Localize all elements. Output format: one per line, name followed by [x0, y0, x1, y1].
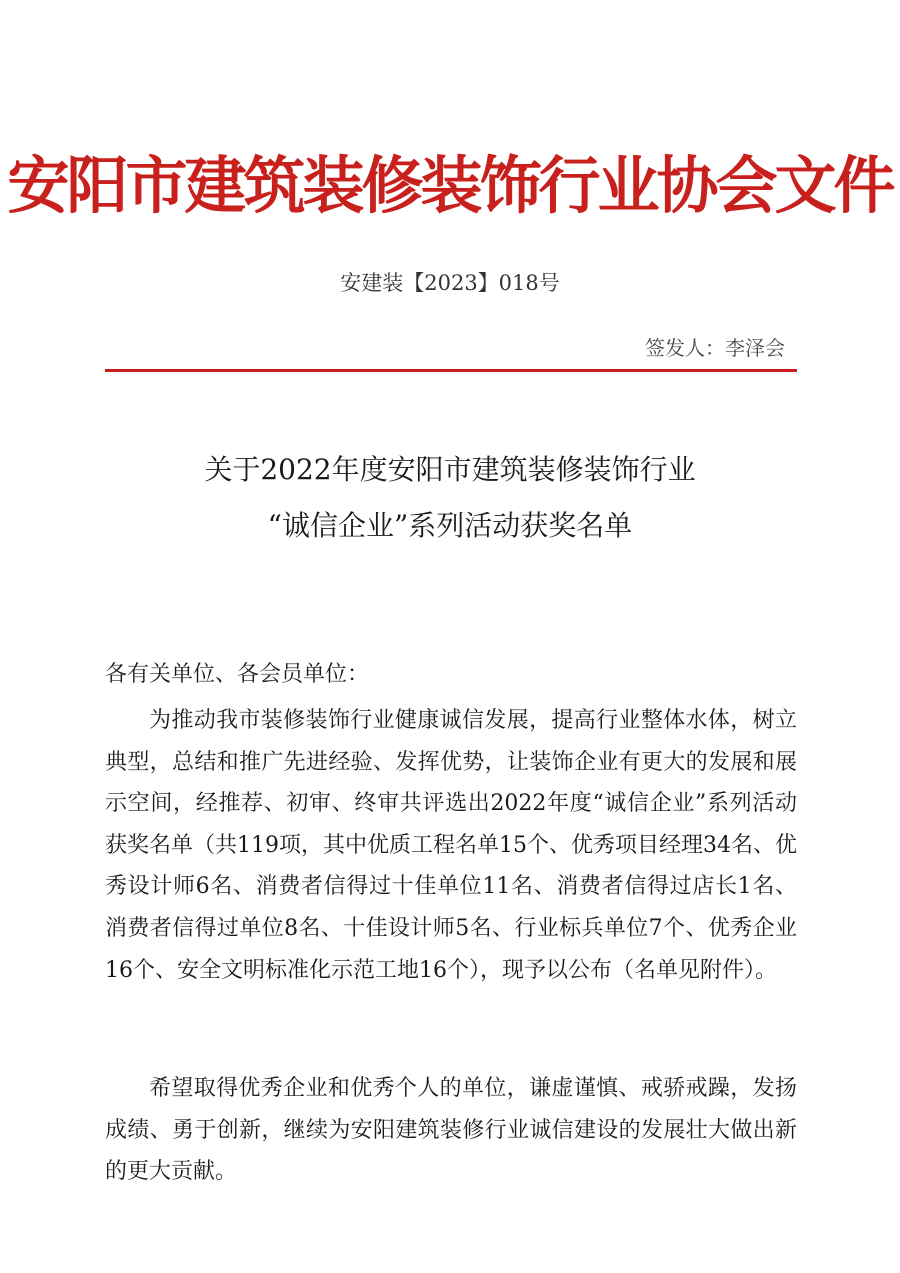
issuer-line [645, 334, 785, 362]
issuer-name: 李泽会 [725, 336, 785, 360]
document-number: 安建装【2023】018号 [340, 271, 560, 295]
title-line-1: 关于2022年度安阳市建筑装修装饰行业 [204, 453, 696, 486]
body-paragraph-1: 为推动我市装修装饰行业健康诚信发展，提高行业整体水体，树立典型，总结和推广先进经验、发挥优势，让装饰企业有更大的发展和展示空间，经推荐、初审、终审共评选出2022年度“诚信企业”系列活动获奖名单（共119项，其中优质工程名单15个、优秀项目经理34名、优秀设计师6名、消费者信得过十佳单位11名、消费者信得过店长1名、消费者信得过单位8名、十佳设计师5名、行业标兵单位7个、优秀企业16个、安全文明标准化示范工地16个），现予以公布（名单见附件）。 [105, 708, 797, 983]
body-paragraph-2: 希望取得优秀企业和优秀个人的单位，谦虚谨慎、戒骄戒躁，发扬成绩、勇于创新，继续为安阳建筑装修行业诚信建设的发展壮大做出新的更大贡献。 [105, 1076, 797, 1185]
document-masthead: 安阳市建筑装修装饰行业协会文件 [7, 149, 893, 222]
document-title [0, 442, 900, 554]
salutation: 各有关单位、各会员单位： [105, 662, 370, 687]
issuer-label: 签发人： [645, 336, 725, 360]
title-line-2: “诚信企业”系列活动获奖名单 [267, 509, 633, 542]
header-divider [105, 369, 797, 372]
